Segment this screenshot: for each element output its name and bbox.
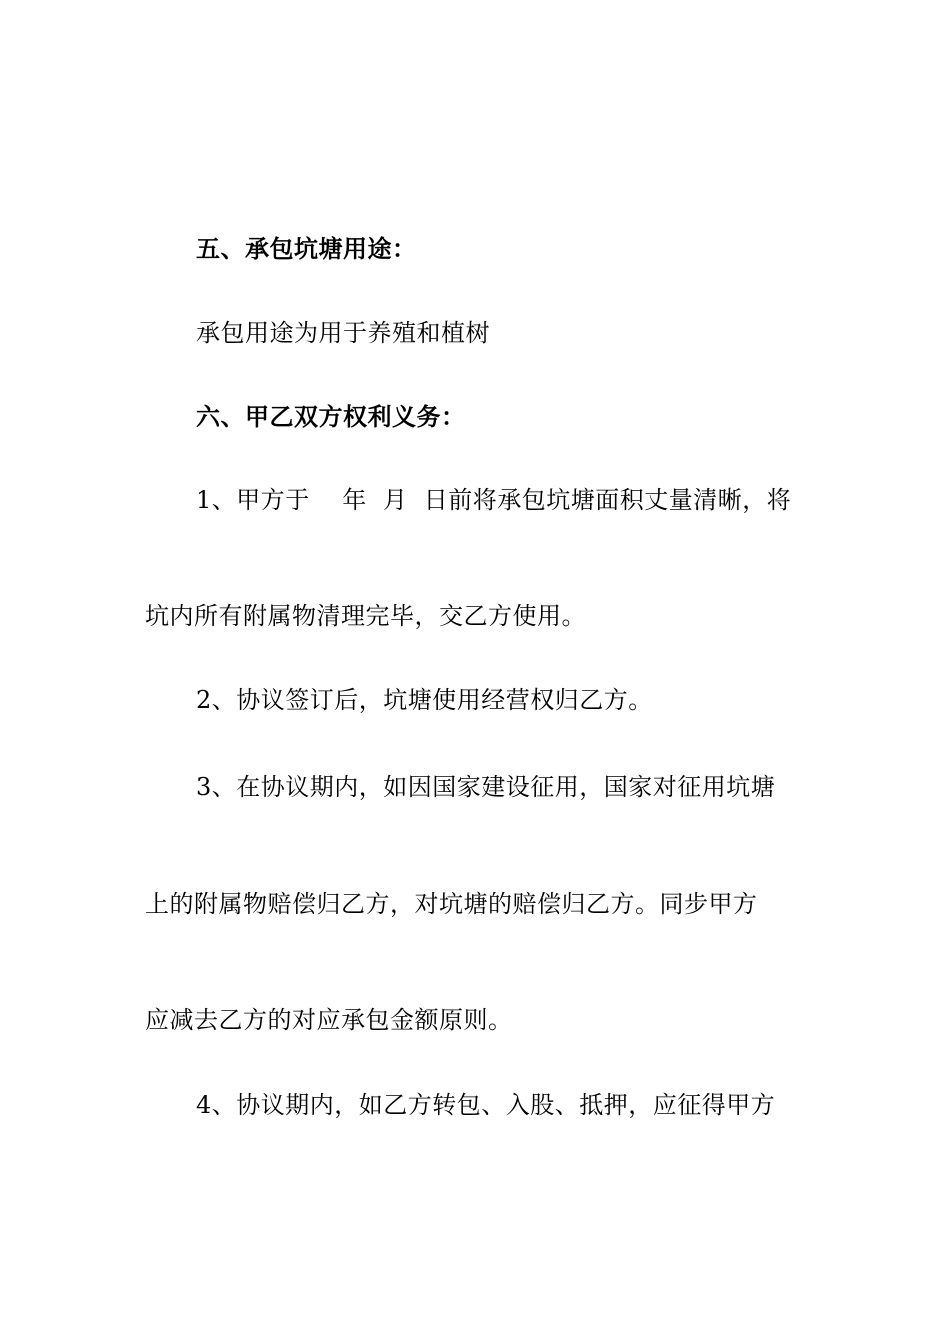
clause-3-line-3: 应减去乙方的对应承包金额原则。 xyxy=(145,1006,513,1034)
clause-3-line-2: 上的附属物赔偿归乙方，对坑塘的赔偿归乙方。同步甲方 xyxy=(145,890,758,918)
section-heading-purpose: 五、承包坑塘用途： xyxy=(196,234,417,263)
clause-2-line-1: 2、协议签订后，坑塘使用经营权归乙方。 xyxy=(196,686,653,714)
clause-1-line-1: 1、甲方于 年 月 日前将承包坑塘面积丈量清晰，将 xyxy=(196,486,792,514)
clause-1-line-2: 坑内所有附属物清理完毕，交乙方使用。 xyxy=(145,602,586,630)
clause-4-line-1: 4、协议期内，如乙方转包、入股、抵押，应征得甲方 xyxy=(196,1091,776,1119)
section-heading-rights-obligations: 六、甲乙双方权利义务： xyxy=(196,402,466,431)
clause-3-line-1: 3、在协议期内，如因国家建设征用，国家对征用坑塘 xyxy=(196,773,776,801)
paragraph-purpose: 承包用途为用于养殖和植树 xyxy=(196,319,490,347)
